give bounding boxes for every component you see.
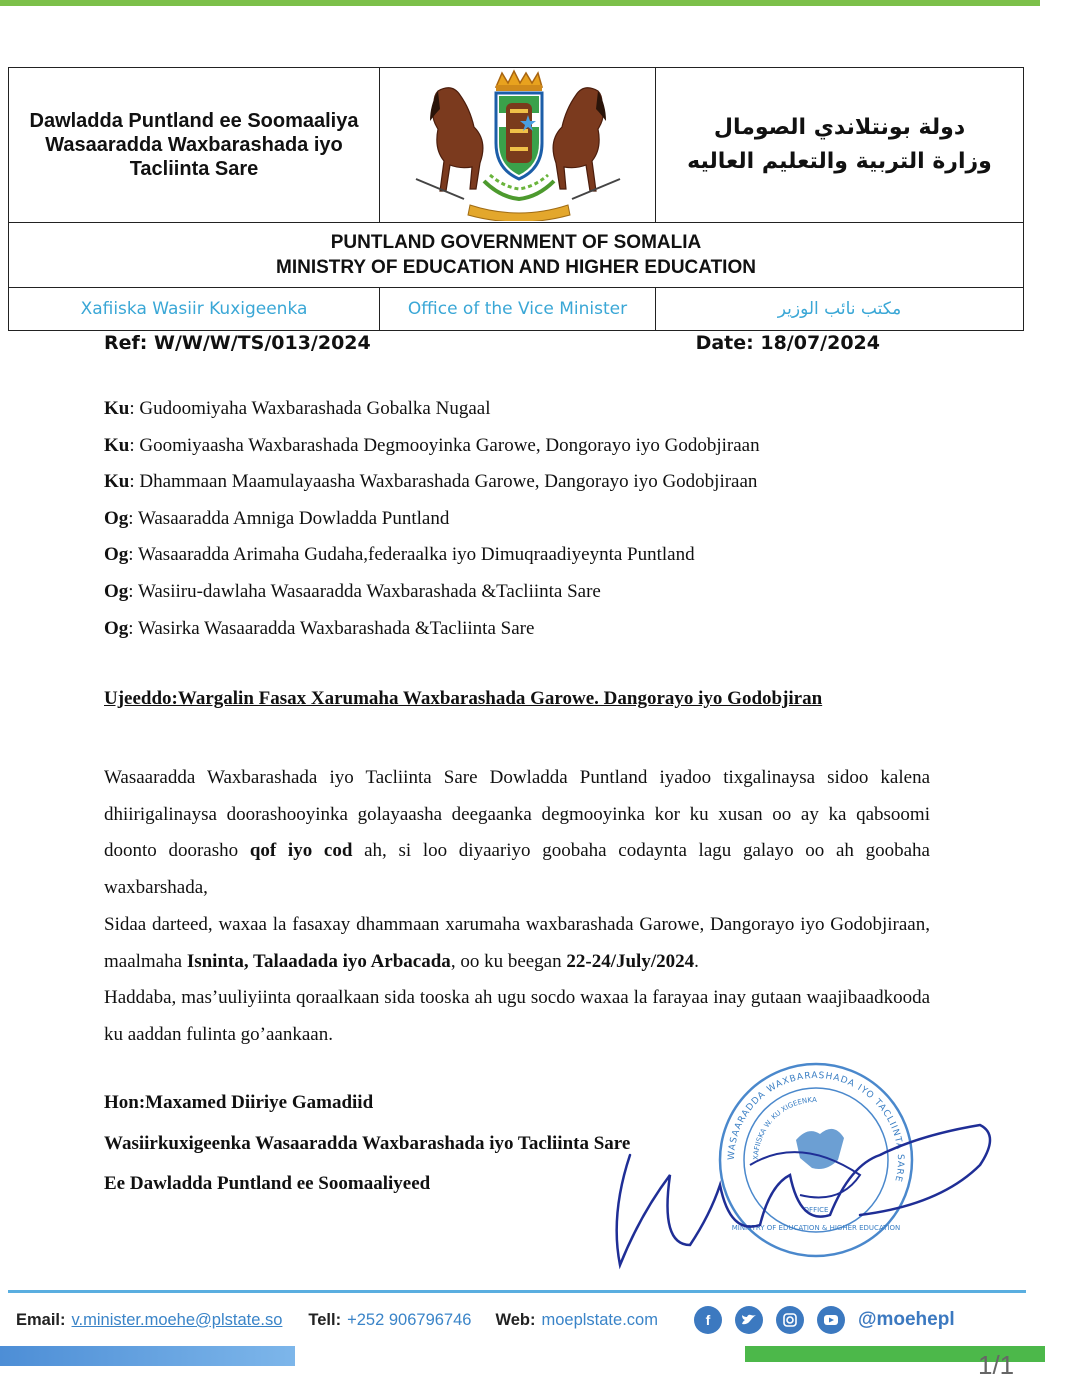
body-text: . — [694, 950, 699, 972]
facebook-icon[interactable]: f — [694, 1306, 722, 1334]
letterhead-somali — [9, 68, 380, 222]
body-text: ah, si loo diyaariyo goobaha codaynta lagu galayo oo ah goobaha waxbarshada, — [104, 840, 930, 899]
letterhead-so-line1: Dawladda Puntland ee Soomaaliya — [29, 110, 359, 132]
letterhead-ar-line2: وزارة التربية والتعليم العاليه — [687, 149, 992, 174]
office-row — [9, 288, 1023, 330]
recipient-prefix: Og — [104, 617, 129, 639]
recipient-text: : Wasiiru-dawlaha Wasaaradda Waxbarashada &Tacliinta Sare — [128, 580, 601, 602]
recipient-prefix: Ku — [104, 398, 130, 419]
handwritten-signature-icon — [600, 1095, 1000, 1295]
coat-of-arms — [380, 68, 656, 222]
recipient-text: : Wasaaradda Arimaha Gudaha,federaalka iyo Dimuqraadiyeynta Puntland — [128, 544, 695, 566]
footer-contacts — [16, 1305, 1028, 1335]
social-handle[interactable]: @moehepl — [857, 1309, 955, 1330]
body-text: Wasaaradda Waxbarashada iyo Tacliinta Sare Dowladda Puntland iyadoo tixgalinaysa sidoo kalena dhiirigalinaysa doorashooyinka golayaasha deegaanka degmooyinka kor ku xusan oo ay ka qabsoomi doonto doorasho — [104, 767, 930, 862]
ministry-name: MINISTRY OF EDUCATION AND HIGHER EDUCATION — [276, 257, 756, 278]
letterhead — [8, 67, 1024, 331]
footer-blue-band — [0, 1346, 295, 1366]
letterhead-so-line2: Wasaaradda Waxbarashada iyo — [45, 134, 343, 156]
recipient-item — [104, 542, 934, 579]
subject-line: Ujeeddo:Wargalin Fasax Xarumaha Waxbarashada Garowe. Dangorayo iyo Godobjiran — [104, 688, 823, 709]
page-number: 1/1 — [978, 1350, 1015, 1380]
web-link[interactable]: moeplstate.com — [541, 1310, 658, 1329]
body-emphasis: 22-24/July/2024 — [566, 950, 695, 972]
recipient-prefix: Og — [104, 580, 129, 602]
letterhead-arabic — [656, 68, 1023, 222]
recipient-item — [104, 469, 934, 506]
reference-number: Ref: W/W/W/TS/013/2024 — [104, 332, 371, 354]
recipient-item — [104, 396, 934, 433]
office-somali: Xafiiska Wasiir Kuxigeenka — [9, 288, 380, 330]
recipient-prefix: Og — [104, 507, 129, 529]
letterhead-ar-line1: دولة بونتلاندي الصومال — [713, 115, 966, 140]
recipient-text: : Wasirka Wasaaradda Waxbarashada &Tacliinta Sare — [128, 617, 535, 639]
top-green-bar — [0, 0, 1040, 6]
stamp-outer-text: WASAARADDA WAXBARASHADA IYO TACLIINTA SARE — [726, 1070, 906, 1184]
body-paragraph-1 — [104, 760, 930, 907]
signatory-title: Wasiirkuxigeenka Wasaaradda Waxbarashada iyo Tacliinta Sare — [104, 1132, 631, 1154]
footer-divider — [8, 1290, 1026, 1293]
signatory-organization: Ee Dawladda Puntland ee Soomaaliyeed — [104, 1173, 431, 1194]
office-english: Office of the Vice Minister — [380, 288, 656, 330]
recipient-text: : Dhammaan Maamulayaasha Waxbarashada Garowe, Dangorayo iyo Godobjiraan — [129, 471, 758, 493]
body-text: Haddaba, mas’uuliyiinta qoraalkaan sida tooska ah ugu socdo waxaa la farayaa inay gutaan waajibaadkooda ku aaddan fulinta go’aankaan. — [104, 987, 930, 1045]
body-emphasis: Isninta, Talaadada iyo Arbacada — [186, 950, 451, 972]
letterhead-so-line3: Tacliinta Sare — [129, 158, 259, 180]
email-link[interactable]: v.minister.moehe@plstate.so — [71, 1310, 283, 1329]
body-text: , oo ku beegan — [450, 950, 567, 972]
recipient-list — [104, 396, 934, 652]
recipient-prefix: Ku — [104, 471, 130, 493]
body-paragraph-3 — [104, 980, 930, 1053]
body-emphasis: qof iyo cod — [249, 840, 353, 862]
email-label: Email: — [16, 1310, 66, 1329]
office-arabic: مكتب نائب الوزير — [777, 299, 902, 319]
body-text: Sidaa darteed, waxaa la fasaxay dhammaan xarumaha waxbarashada Garowe, Dangorayo iyo Godobjiraan, maalmaha — [104, 913, 930, 972]
recipient-text: : Gudoomiyaha Waxbarashada Gobalka Nugaal — [129, 398, 491, 419]
recipient-text: : Goomiyaasha Waxbarashada Degmooyinka Garowe, Dongorayo iyo Godobjiraan — [129, 434, 760, 456]
recipient-prefix: Og — [104, 544, 129, 566]
signature-block — [104, 1090, 630, 1212]
letter-body — [104, 760, 930, 1054]
recipient-item — [104, 579, 934, 616]
social-links — [694, 1306, 955, 1334]
body-paragraph-2 — [104, 907, 930, 980]
letterhead-english — [9, 223, 1023, 288]
reference-row — [104, 332, 880, 354]
letter-date: Date: 18/07/2024 — [695, 332, 880, 354]
instagram-icon[interactable] — [776, 1306, 804, 1334]
twitter-icon[interactable] — [735, 1306, 763, 1334]
tel-value: +252 906796746 — [347, 1310, 472, 1329]
stamp-bottom-text: MINISTRY OF EDUCATION & HIGHER EDUCATION — [731, 1224, 901, 1232]
stamp-inner-text: XAFIISKA W. KU XIGEENKA — [751, 1095, 817, 1161]
recipient-item — [104, 433, 934, 470]
stamp-center-text: OFFICE — [803, 1206, 829, 1214]
signatory-name: Hon:Maxamed Diiriye Gamadiid — [104, 1092, 374, 1113]
recipient-item — [104, 616, 934, 653]
recipient-prefix: Ku — [104, 434, 130, 456]
web-label: Web: — [495, 1310, 536, 1329]
youtube-icon[interactable] — [817, 1306, 845, 1334]
tel-label: Tell: — [308, 1310, 342, 1329]
puntland-emblem-icon — [400, 69, 636, 221]
recipient-text: : Wasaaradda Amniga Dowladda Puntland — [128, 507, 450, 529]
government-name: PUNTLAND GOVERNMENT OF SOMALIA — [330, 232, 702, 253]
recipient-item — [104, 506, 934, 543]
